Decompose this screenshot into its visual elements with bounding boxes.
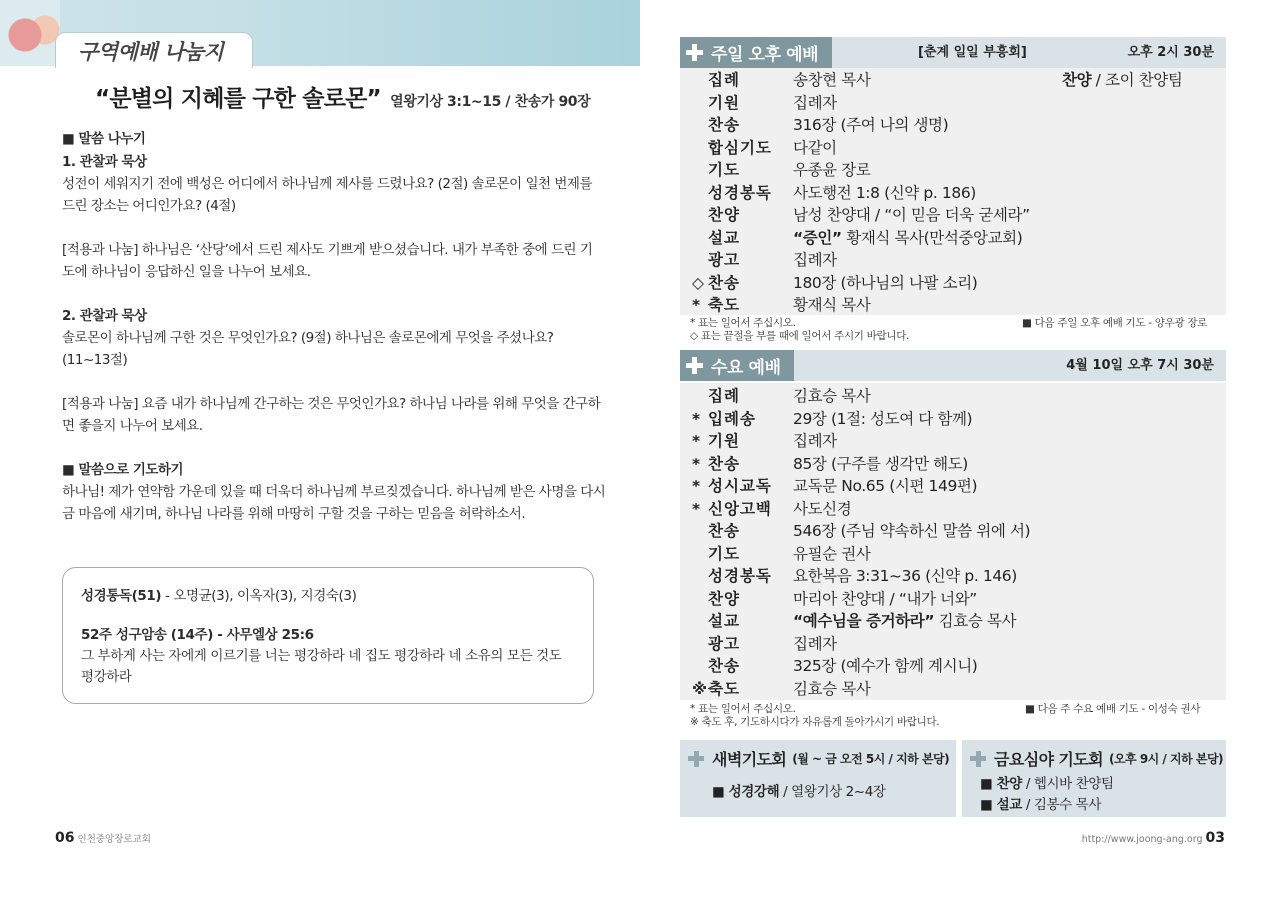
friday-prayer-line-1: ■ 찬양 / 헵시바 찬양팀: [980, 776, 1114, 792]
right-footer: [1082, 830, 1225, 846]
heading-word-sharing: ■ 말씀 나누기: [62, 131, 146, 147]
sunday-row: 기도 우종윤 장로: [708, 161, 871, 179]
sunday-note-2: ◇ 표는 끝절을 부를 때에 일어서 주시기 바랍니다.: [690, 330, 910, 342]
sunday-next-prayer: ■ 다음 주일 오후 예배 기도 - 양우광 장로: [1022, 317, 1208, 329]
sunday-event: [춘계 일일 부흥회]: [918, 45, 1027, 60]
application-2a: [적용과 나눔] 요즘 내가 하나님께 간구하는 것은 무엇인가요? 하나님 나라를 위해 무엇을 간구하: [62, 396, 601, 412]
website-url: http://www.joong-ang.org: [1081, 834, 1203, 845]
wednesday-row: 성경봉독 요한복음 3:31~36 (신약 p. 146): [708, 567, 1017, 585]
sunday-service-title: 주일 오후 예배: [711, 45, 819, 65]
wednesday-note-1: * 표는 일어서 주십시오.: [690, 703, 796, 715]
application-1b: 도에 하나님이 응답하신 일을 나누어 보세요.: [62, 264, 311, 280]
wednesday-row: * 신앙고백 사도신경: [692, 499, 852, 518]
wednesday-next-prayer: ■ 다음 주 수요 예배 기도 - 이성숙 권사: [1025, 703, 1201, 715]
sunday-row: 합심기도 다같이: [708, 138, 837, 157]
right-page-number: 03: [1205, 830, 1225, 846]
wednesday-row: * 성시교독 교독문 No.65 (시편 149편): [692, 477, 978, 495]
sunday-service-header: [680, 37, 1226, 68]
dawn-prayer-title: 새벽기도회 (월 ~ 금 오전 5시 / 지하 본당): [688, 747, 949, 770]
sunday-row: * 축도 황재식 목사: [692, 296, 871, 314]
wednesday-service-title: 수요 예배: [711, 358, 781, 378]
sermon-reference: 열왕기상 3:1~15 / 찬송가 90장: [390, 94, 591, 110]
wednesday-row: 광고 집례자: [708, 634, 837, 653]
reading-memory-box: [62, 567, 594, 704]
sunday-row: 찬송 316장 (주여 나의 생명): [708, 116, 949, 134]
wednesday-row: 기도 유필순 권사: [708, 544, 871, 563]
sunday-service-tab: [680, 37, 832, 68]
prayer-a: 하나님! 제가 연약함 가운데 있을 때 더욱더 하나님께 부르짖겠습니다. 하나님께 받은 사명을 다시: [62, 484, 606, 500]
sunday-order-of-worship: [680, 68, 1226, 315]
wednesday-row: * 찬송 85장 (구주를 생각만 해도): [692, 454, 968, 473]
sermon-title: [95, 80, 590, 113]
friday-prayer-line-2: ■ 설교 / 김봉수 목사: [980, 797, 1101, 813]
question-1b: 드린 장소는 어디인가요? (4절): [62, 198, 236, 214]
wednesday-row: 찬양 마리아 찬양대 / “내가 너와”: [708, 589, 977, 608]
cross-icon: [970, 751, 986, 767]
wednesday-row: 찬송 546장 (주님 약속하신 말씀 위에 서): [708, 522, 1031, 540]
bible-reading-line: 성경통독(51) - 오명균(3), 이옥자(3), 지경숙(3): [81, 588, 357, 604]
memory-verse-text-2: 평강하라: [81, 669, 132, 685]
wednesday-row: ※ 축도 김효승 목사: [692, 679, 871, 698]
memory-verse-text-1: 그 부하게 사는 자에게 이르기를 너는 평강하라 네 집도 평강하라 네 소유의 모든 것도: [81, 648, 562, 664]
sunday-time: 오후 2시 30분: [1127, 45, 1214, 60]
application-2b: 면 좋을지 나누어 보세요.: [62, 418, 203, 434]
wednesday-row: 설교 “예수님을 증거하라” 김효승 목사: [708, 612, 1017, 630]
wednesday-row: 찬송 325장 (예수가 함께 계시니): [708, 657, 978, 675]
sunday-row: 기원 집례자: [708, 93, 837, 112]
heading-observation-1: 1. 관찰과 묵상: [62, 154, 147, 170]
memory-verse-title: 52주 성구암송 (14주) - 사무엘상 25:6: [81, 627, 314, 643]
section-label-tab: [55, 32, 253, 68]
wednesday-service-header: [680, 350, 1226, 381]
heart-image: [0, 0, 60, 66]
sunday-row: 설교 “증인” 황재식 목사(만석중앙교회): [708, 228, 1023, 247]
wednesday-order-of-worship: [680, 383, 1226, 700]
wednesday-note-2: ※ 축도 후, 기도하시다가 자유롭게 돌아가시기 바랍니다.: [690, 716, 940, 728]
sunday-row: 찬양 남성 찬양대 / “이 믿음 더욱 굳세라”: [708, 206, 1030, 224]
heading-observation-2: 2. 관찰과 묵상: [62, 308, 147, 324]
friday-prayer-title: 금요심야 기도회 (오후 9시 / 지하 본당): [970, 747, 1223, 770]
wednesday-service-tab: [680, 350, 794, 381]
question-2b: (11~13절): [62, 352, 128, 368]
prayer-b: 금 마음에 새기며, 하나님 나라를 위해 마땅히 구할 것을 구하는 믿음을 허락하소서.: [62, 506, 526, 522]
left-footer: [55, 830, 151, 846]
question-2a: 솔로몬이 하나님께 구한 것은 무엇인가요? (9절) 하나님은 솔로몬에게 무엇을 주셨나요?: [62, 330, 554, 346]
sunday-row: 집례 송창현 목사 찬양 / 조이 찬양팀: [708, 71, 1183, 89]
cross-icon: [686, 357, 703, 374]
sunday-note-1: * 표는 일어서 주십시오.: [690, 317, 796, 329]
sunday-row: 성경봉독 사도행전 1:8 (신약 p. 186): [708, 183, 976, 202]
cross-icon: [686, 44, 703, 61]
wednesday-row: * 입례송 29장 (1절: 성도여 다 함께): [692, 409, 973, 428]
friday-prayer-box: [962, 740, 1226, 817]
wednesday-row: 집례 김효승 목사: [708, 387, 871, 405]
sunday-row: ◇ 찬송 180장 (하나님의 나팔 소리): [692, 273, 978, 292]
question-1a: 성전이 세워지기 전에 백성은 어디에서 하나님께 제사를 드렸나요? (2절) 솔로몬이 일천 번제를: [62, 176, 593, 192]
sermon-title-text: “분별의 지혜를 구한 솔로몬”: [95, 86, 381, 112]
wednesday-row: * 기원 집례자: [692, 432, 837, 450]
church-name: 인천중앙장로교회: [77, 834, 151, 845]
left-page-number: 06: [55, 830, 75, 846]
wednesday-time: 4월 10일 오후 7시 30분: [1066, 358, 1214, 373]
heading-prayer: ■ 말씀으로 기도하기: [62, 462, 183, 478]
sunday-row: 광고 집례자: [708, 251, 837, 269]
dawn-prayer-box: [680, 740, 956, 817]
dawn-prayer-line: ■ 성경강해 / 열왕기상 2~4장: [712, 784, 886, 800]
cross-icon: [688, 751, 704, 767]
section-label: 구역예배 나눔지: [78, 39, 224, 64]
application-1a: [적용과 나눔] 하나님은 ‘산당’에서 드린 제사도 기쁘게 받으셨습니다. 내가 부족한 중에 드린 기: [62, 242, 593, 258]
